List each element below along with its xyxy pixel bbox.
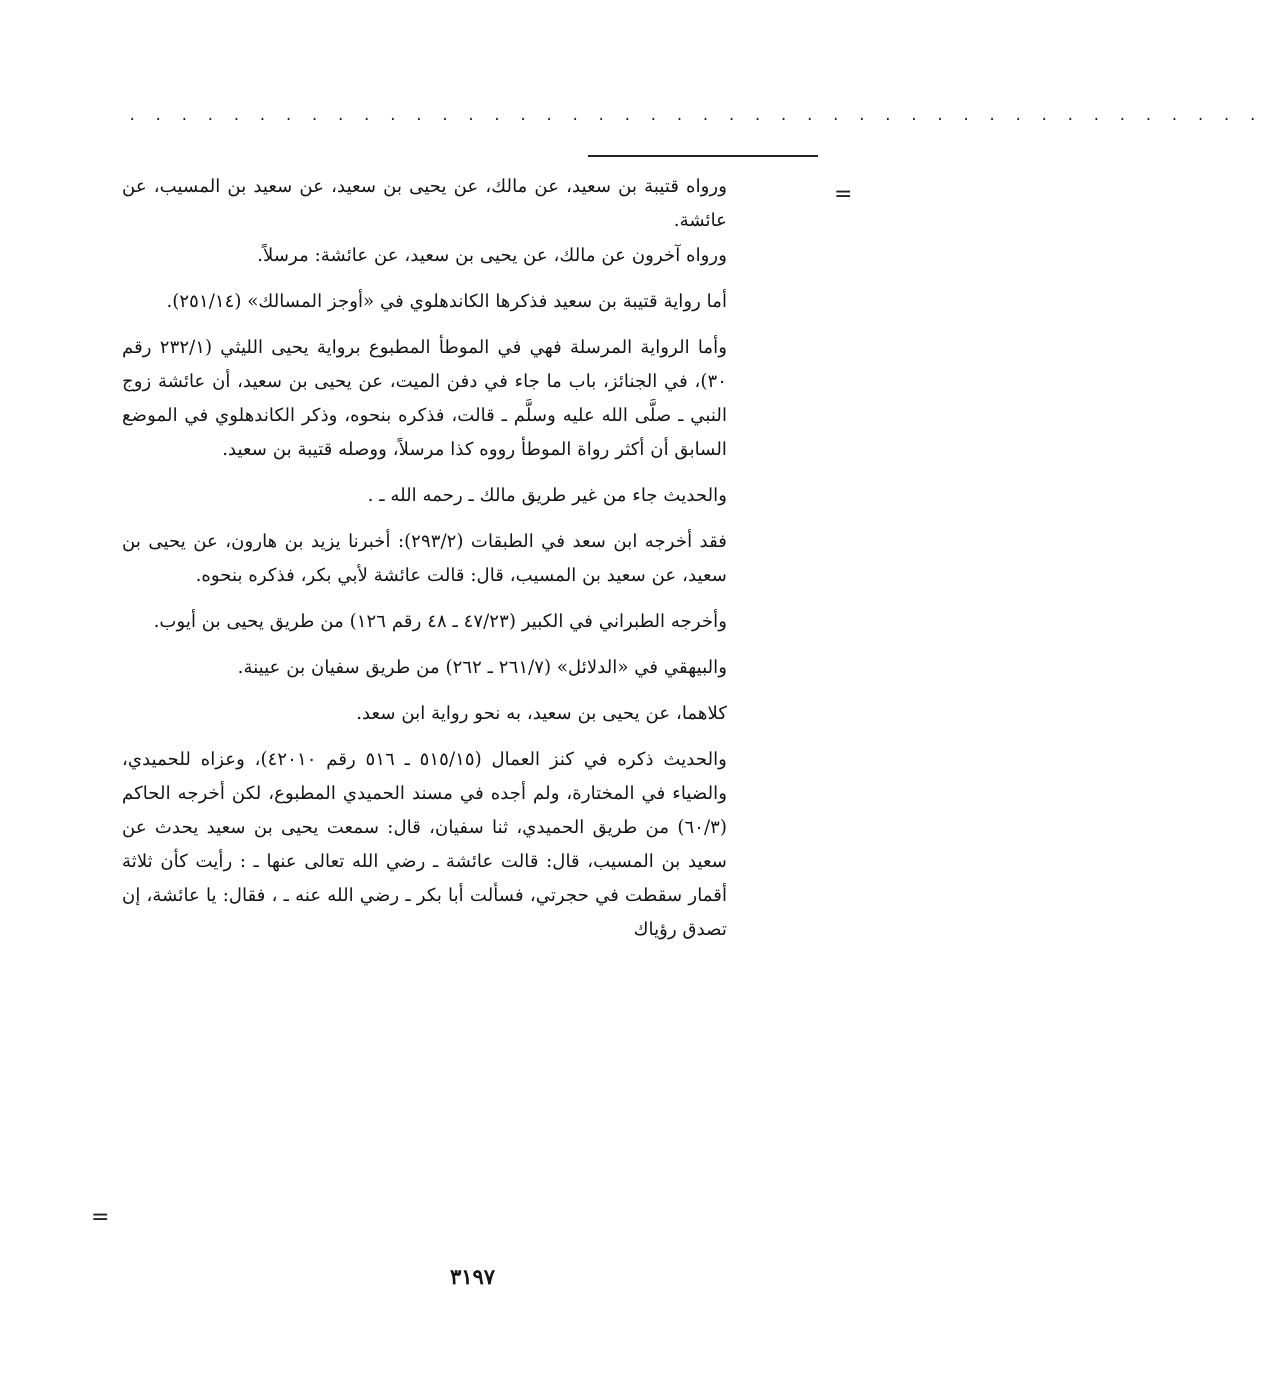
continuation-mark-top: = — [834, 182, 853, 207]
paragraph: وأخرجه الطبراني في الكبير (٤٧/٢٣ ـ ٤٨ رقم ١٢٦) من طريق يحيى بن أيوب. — [153, 611, 727, 632]
dotted-separator: . . . . . . . . . . . . . . . . . . . . . . . . . . . . . . . . . . . . . . . . . . . . — [128, 108, 1262, 124]
footnote-rule — [588, 155, 818, 157]
paragraph: فقد أخرجه ابن سعد في الطبقات (٢٩٣/٢): أخبرنا يزيد بن هارون، عن يحيى بن سعيد، عن سعيد بن المسيب، قال: قالت عائشة لأبي بكر، فذكره بنحوه. — [122, 531, 727, 586]
paragraph: والحديث جاء من غير طريق مالك ـ رحمه الله ـ . — [367, 485, 727, 506]
paragraph: وأما الرواية المرسلة فهي في الموطأ المطبوع برواية يحيى الليثي (٢٣٢/١ رقم ٣٠)، في الجنائز، باب ما جاء في دفن الميت، عن يحيى بن سعيد، أن عائشة زوج النبي ـ صلَّى الله عليه وسلَّم ـ قالت، فذكره بنحوه، وذكر الكاندهلوي في الموضع السابق أن أكثر رواة الموطأ رووه كذا مرسلاً، ووصله قتيبة بن سعيد. — [122, 337, 727, 460]
paragraph: والحديث ذكره في كنز العمال (٥١٥/١٥ ـ ٥١٦ رقم ٤٢٠١٠)، وعزاه للحميدي، والضياء في المختارة، ولم أجده في مسند الحميدي المطبوع، لكن أخرجه الحاكم (٦٠/٣) من طريق الحميدي، ثنا سفيان، قال: سمعت يحيى بن سعيد يحدث عن سعيد بن المسيب، قال: قالت عائشة ـ رضي الله تعالى عنها ـ : رأيت كأن ثلاثة أقمار سقطت في حجرتي، فسألت أبا بكر ـ رضي الله عنه ـ ، فقال: يا عائشة، إن تصدق رؤياك — [122, 749, 727, 940]
paragraph: كلاهما، عن يحيى بن سعيد، به نحو رواية ابن سعد. — [356, 703, 727, 724]
paragraph: ورواه قتيبة بن سعيد، عن مالك، عن يحيى بن سعيد، عن سعيد بن المسيب، عن عائشة. — [122, 176, 727, 231]
paragraph: أما رواية قتيبة بن سعيد فذكرها الكاندهلوي في «أوجز المسالك» (٢٥١/١٤). — [166, 291, 727, 312]
footnote-text — [122, 170, 727, 959]
page-number: ٣١٩٧ — [449, 1264, 496, 1289]
paragraph: ورواه آخرون عن مالك، عن يحيى بن سعيد، عن عائشة: مرسلاً. — [257, 245, 727, 266]
paragraph: والبيهقي في «الدلائل» (٢٦١/٧ ـ ٢٦٢) من طريق سفيان بن عيينة. — [237, 657, 727, 678]
continuation-mark-bottom: = — [91, 1205, 110, 1230]
